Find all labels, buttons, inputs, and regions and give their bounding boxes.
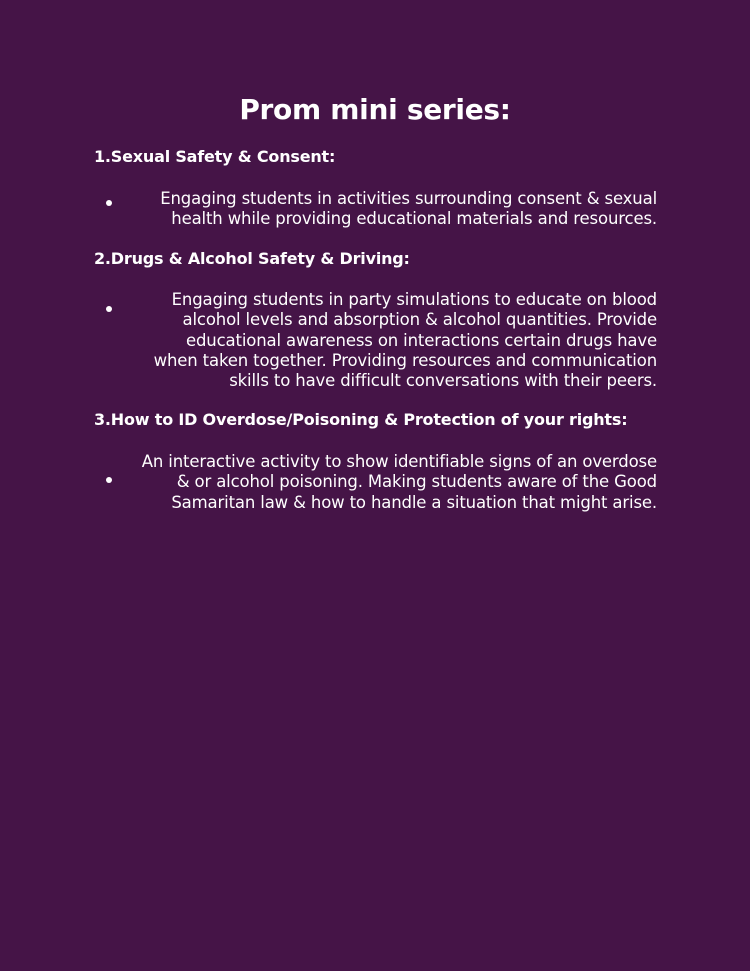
- body-line: skills to have difficult conversations with their peers.: [229, 371, 657, 391]
- body-line: & or alcohol poisoning. Making students aware of the Good: [176, 472, 657, 492]
- body-line: health while providing educational materials and resources.: [171, 209, 657, 229]
- section-heading-sexual-safety: 1.Sexual Safety & Consent:: [94, 147, 336, 166]
- section-heading-overdose: 3.How to ID Overdose/Poisoning & Protection of your rights:: [94, 410, 628, 429]
- body-line: alcohol levels and absorption & alcohol quantities. Provide: [182, 310, 657, 330]
- body-line: educational awareness on interactions certain drugs have: [185, 330, 657, 350]
- body-line: Samaritan law & how to handle a situation that might arise.: [171, 492, 657, 512]
- section-body-overdose: [121, 452, 657, 513]
- section-body-sexual-safety: [121, 189, 657, 230]
- body-line: when taken together. Providing resources and communication: [153, 350, 657, 370]
- page-title: Prom mini series:: [239, 93, 511, 126]
- bullet-icon: [106, 200, 112, 206]
- body-line: Engaging students in party simulations to educate on blood: [171, 290, 657, 309]
- section-body-drugs-alcohol: [92, 290, 657, 391]
- bullet-icon: [106, 477, 112, 483]
- body-line: Engaging students in activities surrounding consent & sexual: [160, 189, 657, 208]
- section-heading-drugs-alcohol: 2.Drugs & Alcohol Safety & Driving:: [94, 249, 410, 268]
- body-line: An interactive activity to show identifiable signs of an overdose: [141, 452, 657, 471]
